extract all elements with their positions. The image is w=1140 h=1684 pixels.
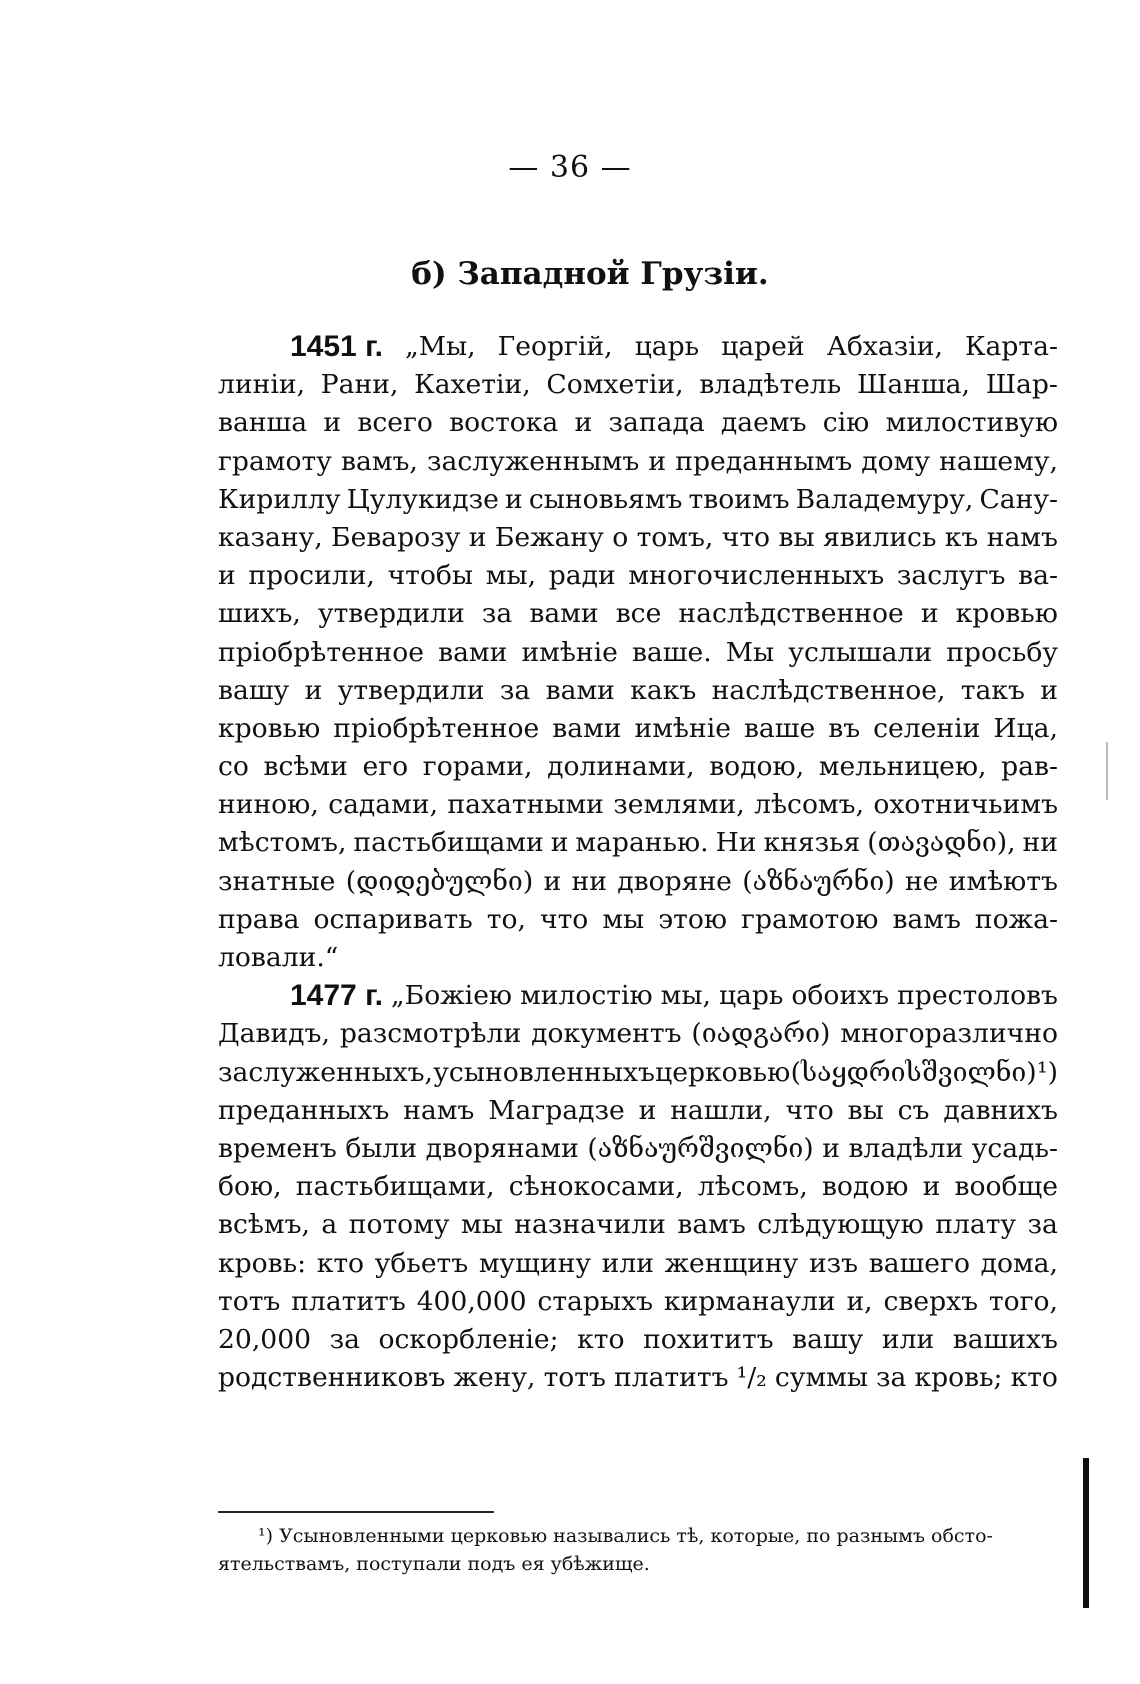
word: Сомхетіи, <box>546 369 684 401</box>
word: сію <box>822 407 870 439</box>
word: были <box>345 1132 418 1164</box>
text-line <box>218 557 1058 595</box>
word: за <box>481 598 513 630</box>
word: 400,000 <box>416 1285 527 1317</box>
word: его <box>362 751 409 783</box>
word: просьбу <box>946 636 1058 668</box>
text-line <box>218 1130 1058 1168</box>
word: „Мы, <box>404 331 476 362</box>
word: утвердили <box>317 598 465 630</box>
word: дворянами <box>425 1132 579 1164</box>
word: со <box>218 751 249 783</box>
word: Кахетіи, <box>414 369 531 401</box>
word: такъ <box>960 674 1025 706</box>
word: дому <box>861 445 930 477</box>
word: къ <box>944 521 979 553</box>
word: имѣніе <box>521 636 618 668</box>
text-line <box>218 634 1058 672</box>
word: кирманаули <box>663 1285 836 1317</box>
text-line <box>218 595 1058 633</box>
word: временъ <box>218 1132 337 1164</box>
word: платитъ <box>613 1362 729 1394</box>
word: вамъ <box>677 1209 746 1241</box>
word: о <box>612 521 629 553</box>
word: кто <box>316 1247 365 1279</box>
text-line <box>218 443 1058 481</box>
word: мельницею, <box>818 751 987 783</box>
word: тотъ <box>543 1362 606 1394</box>
word: владѣтель <box>699 369 842 401</box>
word: мѣстомъ, <box>218 827 347 859</box>
word: потому <box>348 1209 450 1241</box>
word: Беварозу <box>331 521 461 553</box>
word: царь <box>718 980 784 1012</box>
word: Бежану <box>494 521 604 553</box>
text-line <box>218 1015 1058 1053</box>
word: плату <box>935 1209 1017 1241</box>
word: вами <box>438 636 508 668</box>
word: давнихъ <box>943 1094 1058 1126</box>
word: шихъ, <box>218 598 301 630</box>
word: востока <box>449 407 559 439</box>
word: похититъ <box>643 1323 774 1355</box>
word: нашли, <box>670 1094 772 1126</box>
word: права <box>218 903 300 935</box>
word: შვილნი) <box>921 1056 1037 1088</box>
text-line <box>218 1359 1058 1397</box>
word: а <box>321 1209 338 1241</box>
word: дворяне <box>617 865 732 897</box>
word: оспаривать <box>313 903 473 935</box>
word: рав- <box>1001 751 1058 783</box>
word: и <box>638 1094 657 1126</box>
word: пахатными <box>447 789 604 821</box>
word: вами <box>552 712 622 744</box>
word: кровь: <box>218 1247 307 1279</box>
word: дома, <box>980 1247 1058 1279</box>
word: старыхъ <box>537 1285 653 1317</box>
word: ради <box>548 560 616 592</box>
word: и <box>648 445 667 477</box>
word: нашему, <box>939 445 1058 477</box>
word: и <box>1040 674 1058 706</box>
word: и <box>550 827 569 859</box>
word: многочисленныхъ <box>628 560 885 592</box>
page-number: — 36 — <box>508 150 632 185</box>
word: ниною, <box>218 789 319 821</box>
text-line <box>218 1092 1058 1130</box>
word: линіи, <box>218 369 306 401</box>
text-line <box>218 481 1058 519</box>
word: вашу <box>792 1323 864 1355</box>
word: чтобы <box>387 560 474 592</box>
word: сверхъ <box>883 1285 979 1317</box>
word: намъ <box>986 521 1058 553</box>
word: мы <box>602 903 645 935</box>
word: горами, <box>422 751 533 783</box>
word: твоимъ <box>688 483 790 515</box>
word: ваше. <box>631 636 712 668</box>
word: царь <box>634 331 700 362</box>
word: (აზნაურშვილნი) <box>587 1132 814 1164</box>
word: что <box>721 521 771 553</box>
word: убьетъ <box>374 1247 469 1279</box>
word: мущину <box>478 1247 591 1279</box>
word: обоихъ <box>791 980 890 1012</box>
word: Сану- <box>979 483 1058 515</box>
word: водою <box>821 1171 909 1203</box>
word: церковью <box>655 1056 791 1088</box>
word: маранью. <box>575 827 709 859</box>
word: платитъ <box>291 1285 406 1317</box>
footnote-divider <box>218 1511 494 1513</box>
word: вашу <box>218 674 290 706</box>
word: разсмотрѣли <box>339 1018 522 1050</box>
word: владѣли <box>848 1132 964 1164</box>
word: Георгій, <box>497 331 613 362</box>
word: томъ, <box>636 521 714 553</box>
word: что <box>539 903 589 935</box>
word: и <box>323 407 342 439</box>
word: за <box>329 1323 360 1355</box>
word: лѣсомъ, <box>754 789 865 821</box>
word: и <box>468 521 487 553</box>
word: милостивую <box>885 407 1058 439</box>
word: и <box>822 1132 840 1164</box>
text-line <box>218 824 1058 862</box>
word: усадь- <box>971 1132 1058 1164</box>
word: женщину <box>664 1247 799 1279</box>
word: Абхазіи, <box>826 331 943 362</box>
word: кто <box>1010 1362 1058 1394</box>
word: (დიდებულნი) <box>345 865 534 897</box>
year-marker: 1451 г. <box>290 330 383 363</box>
word: сѣнокосами, <box>508 1171 684 1203</box>
text-line <box>218 328 1058 366</box>
word: грамоту <box>218 445 332 477</box>
text-line <box>218 1321 1058 1359</box>
text-line <box>218 672 1058 710</box>
text-line <box>218 748 1058 786</box>
word: или <box>881 1323 935 1355</box>
word: суммы <box>774 1362 868 1394</box>
scan-edge-bar <box>1083 1458 1089 1608</box>
text-line <box>218 710 1058 748</box>
word: что <box>785 1094 834 1126</box>
word: ни <box>571 865 607 897</box>
word: милостію <box>520 980 653 1012</box>
word: пожа- <box>974 903 1058 935</box>
word: и <box>920 598 939 630</box>
word: то, <box>486 903 526 935</box>
word: и, <box>846 1285 873 1317</box>
scan-margin-mark <box>1106 742 1108 800</box>
word: охотничьимъ <box>873 789 1058 821</box>
word: родственниковъ <box>218 1362 446 1394</box>
word: ¹/₂ <box>736 1362 767 1394</box>
word: (საყდრის <box>790 1056 922 1088</box>
text-line <box>218 977 1058 1015</box>
word: преданныхъ <box>218 1094 390 1126</box>
word: какъ <box>630 674 697 706</box>
word: имѣніе <box>634 712 731 744</box>
text-line <box>218 1206 1058 1244</box>
word: 20,000 <box>218 1323 312 1355</box>
word: ванша <box>218 407 308 439</box>
body-text <box>218 328 1058 1397</box>
word: землями, <box>613 789 745 821</box>
word: Рани, <box>320 369 399 401</box>
word: мы <box>460 1209 503 1241</box>
text-line <box>218 1283 1058 1321</box>
word: жену, <box>453 1362 536 1394</box>
word: вы <box>847 1094 884 1126</box>
word: и <box>505 483 523 515</box>
word: пастьбищами <box>353 827 544 859</box>
footnote <box>218 1522 1058 1578</box>
word: пріобрѣтенное <box>333 712 540 744</box>
word: престоловъ <box>897 980 1058 1012</box>
word: утвердили <box>337 674 485 706</box>
word: Давидъ, <box>218 1018 330 1050</box>
word: ловали.“ <box>218 942 339 973</box>
word: Карта- <box>964 331 1058 362</box>
word: казану, <box>218 521 323 553</box>
word: Маградзе <box>488 1094 625 1126</box>
word: „Божіею <box>390 980 513 1012</box>
word: пріобрѣтенное <box>218 636 424 668</box>
word: и <box>218 560 236 592</box>
word: и <box>543 865 562 897</box>
word: вообще <box>954 1171 1058 1203</box>
word: знатные <box>218 865 336 897</box>
word: вашихъ <box>952 1323 1058 1355</box>
word: многоразлично <box>840 1018 1058 1050</box>
word: заслуженныхъ, <box>218 1056 433 1088</box>
text-line <box>218 519 1058 557</box>
word: вашего <box>868 1247 970 1279</box>
word: кровью <box>218 712 321 744</box>
word: всѣмъ, <box>218 1209 310 1241</box>
word: вами <box>529 598 599 630</box>
word: услышали <box>788 636 933 668</box>
word: ¹) <box>1036 1056 1058 1088</box>
word: водою, <box>709 751 805 783</box>
word: Ица, <box>993 712 1058 744</box>
word: того, <box>988 1285 1058 1317</box>
word: всѣми <box>263 751 348 783</box>
word: и <box>304 674 323 706</box>
word: все <box>615 598 662 630</box>
word: Шанша, <box>857 369 970 401</box>
word: Мы <box>725 636 775 668</box>
word: князья <box>763 827 861 859</box>
word: имѣютъ <box>948 865 1058 897</box>
word: явились <box>822 521 937 553</box>
word: сыновьямъ <box>528 483 683 515</box>
word: Ни <box>715 827 757 859</box>
word: ва- <box>1018 560 1058 592</box>
text-line <box>218 1245 1058 1283</box>
word: заслуженнымъ <box>427 445 640 477</box>
word: лѣсомъ, <box>697 1171 808 1203</box>
word: вами <box>545 674 615 706</box>
word: оскорбленіе; <box>378 1323 559 1355</box>
word: за <box>1027 1209 1058 1241</box>
word: съ <box>897 1094 930 1126</box>
word: Кириллу <box>218 483 341 515</box>
section-heading: б) Западной Грузіи. <box>411 256 769 292</box>
text-line <box>218 404 1058 442</box>
word: документъ <box>531 1018 682 1050</box>
word: (თავადნი), <box>867 827 1016 859</box>
word: вамъ, <box>341 445 418 477</box>
word: вамъ <box>892 903 961 935</box>
word: за <box>499 674 531 706</box>
text-line <box>218 901 1058 939</box>
year-marker: 1477 г. <box>290 979 383 1013</box>
word: запада <box>608 407 705 439</box>
word: Шар- <box>985 369 1058 401</box>
word: грамотою <box>741 903 879 935</box>
word: всего <box>357 407 433 439</box>
word: даемъ <box>720 407 807 439</box>
word: не <box>904 865 939 897</box>
text-line <box>218 863 1058 901</box>
word: или <box>601 1247 654 1279</box>
word: пастьбищами, <box>295 1171 495 1203</box>
word: изъ <box>808 1247 859 1279</box>
text-line <box>218 366 1058 404</box>
word: кто <box>577 1323 625 1355</box>
footnote-line: ¹) Усыновленными церковью назывались тѣ, которые, по разнымъ обсто- <box>258 1525 993 1547</box>
word: наслѣдственное <box>678 598 904 630</box>
word: этою <box>658 903 727 935</box>
word: слѣдующую <box>757 1209 924 1241</box>
word: (აზნაურნი) <box>742 865 895 897</box>
word: намъ <box>403 1094 475 1126</box>
word: ваше <box>743 712 816 744</box>
word: и <box>922 1171 941 1203</box>
text-line <box>218 1054 1058 1092</box>
word: мы, <box>660 980 711 1012</box>
word: кровью <box>955 598 1058 630</box>
text-line <box>218 786 1058 824</box>
word: усыновленныхъ <box>433 1056 655 1088</box>
word: въ <box>828 712 861 744</box>
word: вы <box>778 521 815 553</box>
word: назначили <box>514 1209 666 1241</box>
word: заслугъ <box>896 560 1006 592</box>
footnote-line: ятельствамъ, поступали подъ ея убѣжище. <box>218 1553 650 1575</box>
text-line <box>218 939 1058 977</box>
word: бою, <box>218 1171 282 1203</box>
word: царей <box>721 331 805 362</box>
word: тотъ <box>218 1285 281 1317</box>
word: (იადგარი) <box>691 1018 831 1050</box>
word: и <box>574 407 593 439</box>
word: мы, <box>485 560 537 592</box>
word: Цулукидзе <box>346 483 499 515</box>
word: кровь; <box>914 1362 1003 1394</box>
text-line <box>218 1168 1058 1206</box>
word: садами, <box>328 789 439 821</box>
word: наслѣдственное, <box>711 674 946 706</box>
word: за <box>876 1362 907 1394</box>
word: ни <box>1022 827 1058 859</box>
word: преданнымъ <box>675 445 853 477</box>
word: селеніи <box>873 712 981 744</box>
word: просили, <box>248 560 375 592</box>
word: Валадемуру, <box>795 483 974 515</box>
word: долинами, <box>547 751 695 783</box>
